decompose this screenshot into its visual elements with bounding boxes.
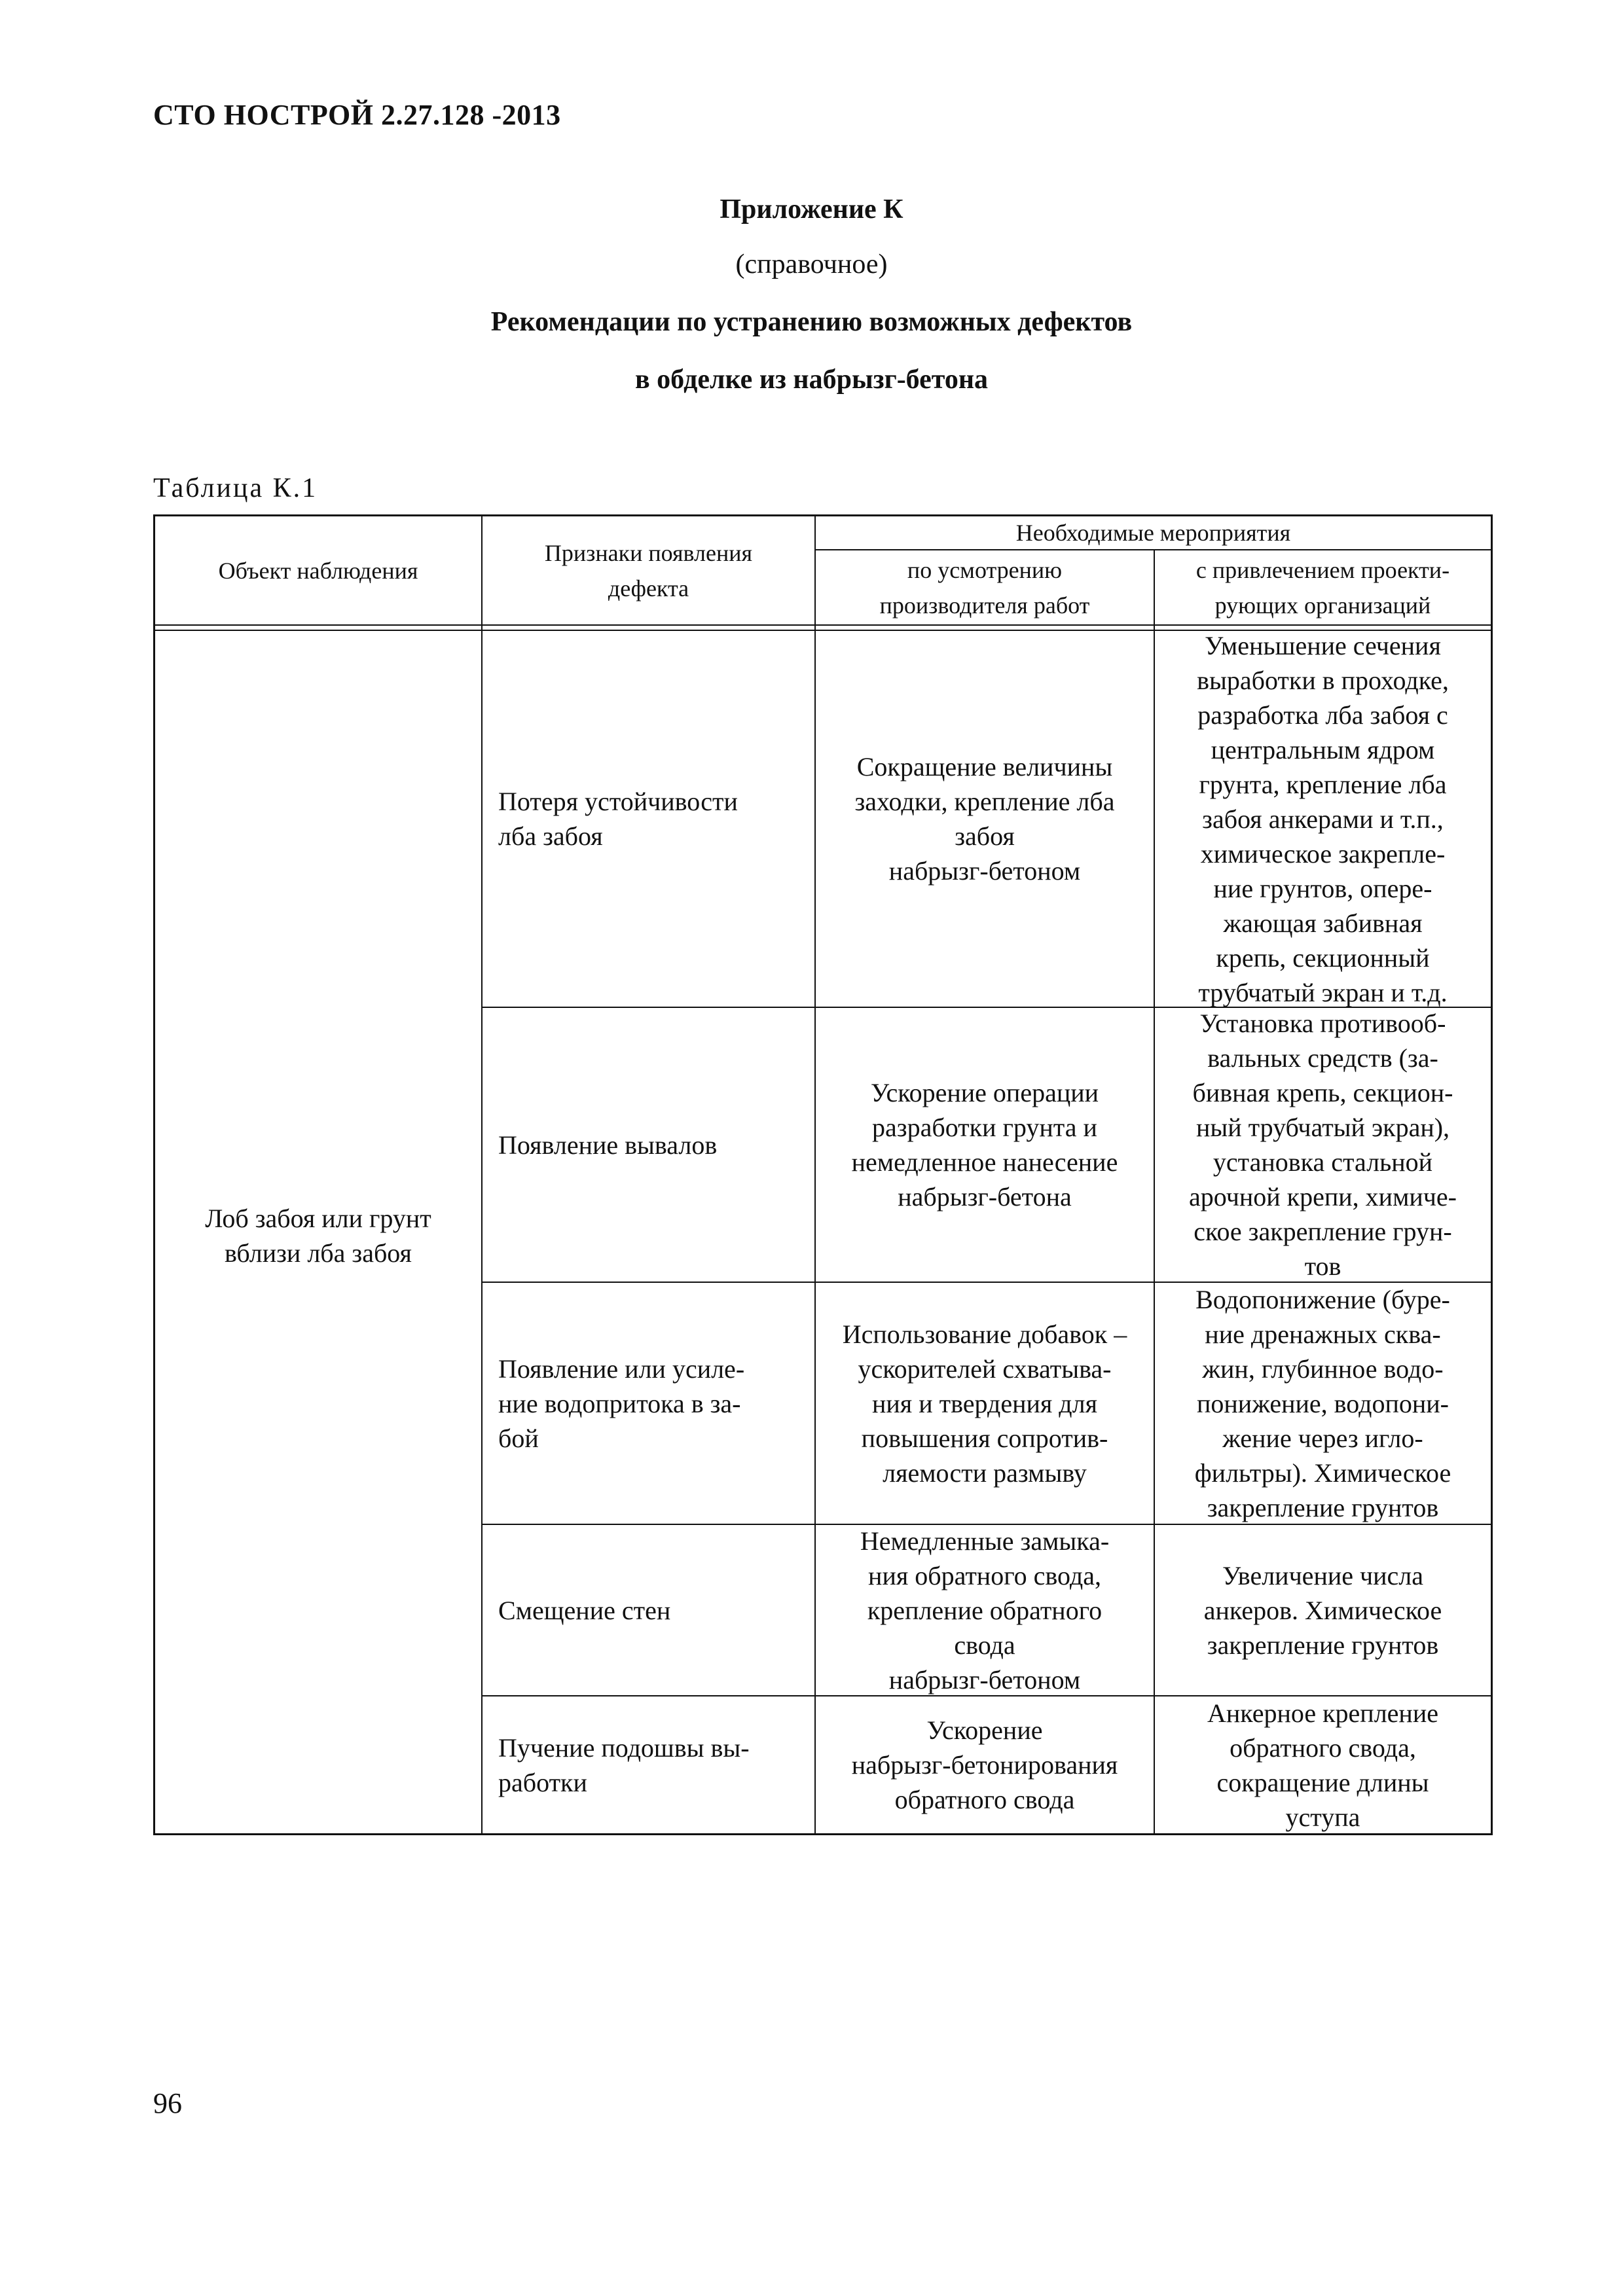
table-caption: Таблица К.1 — [153, 473, 318, 503]
row-1-design: Уменьшение сечения выработки в проходке, разработка лба забоя с центральным ядром грунта, крепление лба забоя анкерами и т.п., химическое закрепле- ние грунтов, опере- жающая забивная крепь, секционный трубчатый экран и т.д. — [1197, 630, 1449, 1007]
page-number: 96 — [153, 2087, 182, 2119]
header-producer: по усмотрению производителя работ — [879, 556, 1090, 619]
row-4-producer: Немедленные замыка- ния обратного свода, крепление обратного свода набрызг-бетоном — [860, 1526, 1110, 1695]
header-object: Объект наблюдения — [218, 557, 418, 584]
header-measures-group: Необходимые мероприятия — [1015, 520, 1291, 546]
row-3-producer: Использование добавок – ускорителей схватыва- ния и твердения для повышения сопротив- ляемости размыву — [842, 1319, 1127, 1488]
row-3-design: Водопонижение (буре- ние дренажных сква- жин, глубинное водо- понижение, водопони- жение через игло- фильтры). Химическое закрепление грунтов — [1194, 1284, 1451, 1522]
appendix-title: Приложение К — [720, 194, 903, 224]
row-1-producer: Сокращение величины заходки, крепление лба забоя набрызг-бетоном — [854, 752, 1115, 886]
standard-code: СТО НОСТРОЙ 2.27.128 -2013 — [153, 99, 561, 131]
header-sign: Признаки появления дефекта — [544, 539, 753, 601]
heading-line-1: Рекомендации по устранению возможных дефектов — [490, 307, 1133, 337]
row-4-design: Увеличение числа анкеров. Химическое закрепление грунтов — [1203, 1560, 1442, 1660]
header-design: с привлечением проекти- рующих организаций — [1195, 556, 1450, 619]
row-5-design: Анкерное крепление обратного свода, сокращение длины уступа — [1207, 1698, 1438, 1832]
row-2-design: Установка противооб- вальных средств (за- бивная крепь, секцион- ный трубчатый экран), установка стальной арочной крепи, химиче- ское закрепление грун- тов — [1189, 1009, 1457, 1281]
row-5-producer: Ускорение набрызг-бетонирования обратного свода — [851, 1715, 1118, 1814]
row-1-sign: Потеря устойчивости лба забоя — [498, 787, 738, 851]
row-2-sign: Появление вывалов — [498, 1130, 718, 1160]
object-cell: Лоб забоя или грунт вблизи лба забоя — [205, 1203, 431, 1268]
row-4-sign: Смещение стен — [498, 1595, 671, 1625]
heading-line-2: в обделке из набрызг-бетона — [634, 365, 989, 395]
table-border-right — [1491, 514, 1493, 1835]
appendix-type: (справочное) — [735, 249, 888, 279]
header-bottom-line-1 — [153, 624, 1493, 626]
row-2-producer: Ускорение операции разработки грунта и немедленное нанесение набрызг-бетона — [851, 1078, 1118, 1211]
row-3-sign: Появление или усиле- ние водопритока в за- бой — [498, 1354, 745, 1453]
row-5-sign: Пучение подошвы вы- работки — [498, 1732, 750, 1797]
